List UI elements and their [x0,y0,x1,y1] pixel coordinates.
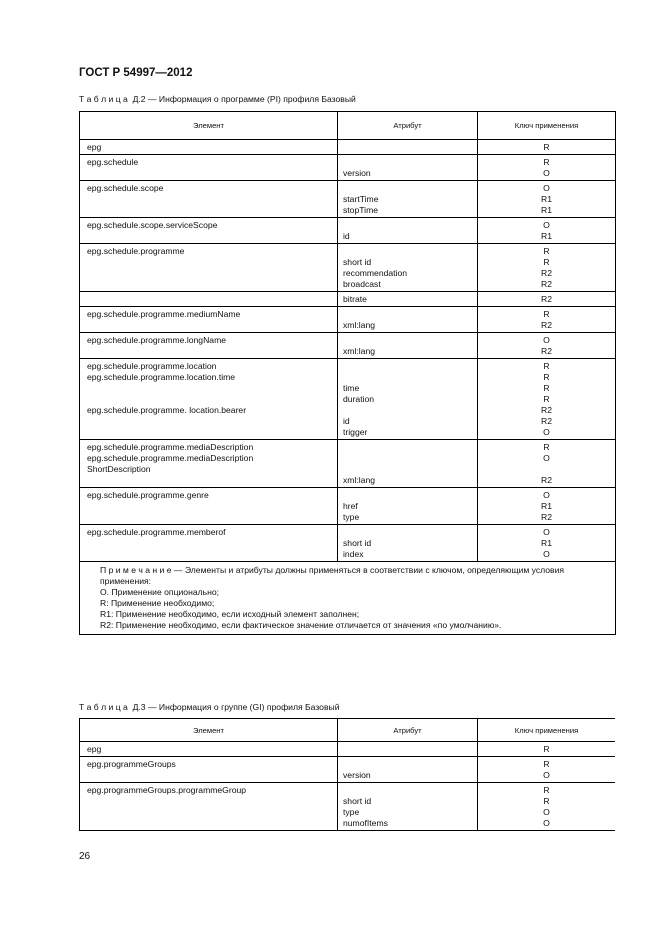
key-cell [478,440,616,488]
element-cell-line [80,427,337,438]
attribute-cell-line [338,785,477,796]
element-cell-line [80,501,337,512]
attribute-cell [338,359,478,440]
element-cell-line: epg.schedule.programme.memberof [87,527,226,537]
attribute-cell [338,307,478,333]
element-cell-line [80,279,337,290]
key-cell [478,333,616,359]
key-cell [478,218,616,244]
attribute-cell [338,488,478,525]
table-row [80,783,616,831]
key-cell [478,244,616,292]
element-cell-line [80,538,337,549]
attribute-cell-line: startTime [343,194,379,204]
key-cell [478,307,616,333]
table-row [80,181,616,218]
key-cell-line: O [543,220,550,230]
note-lead: П р и м е ч а н и е — Элементы и атрибуты должны применяться в соответствии с ключом, определяющим условия применения: [100,565,565,586]
element-cell-line [80,346,337,357]
key-cell-line: R [543,759,550,769]
element-cell [80,140,338,155]
element-cell-line [80,257,337,268]
table-row [80,307,616,333]
group-info-table-clip [79,718,615,837]
attribute-cell-line [338,372,477,383]
element-cell-line [80,796,337,807]
element-cell-line: epg.schedule.programme.location.time [87,372,236,382]
program-info-table [79,111,616,635]
attribute-cell [338,140,478,155]
attribute-cell-line: short id [343,796,372,806]
key-cell-line: R [543,361,550,371]
table-row [80,488,616,525]
key-cell-line: R [543,142,550,152]
attribute-cell [338,757,478,783]
key-cell-line: O [543,770,550,780]
element-cell-line [80,231,337,242]
key-cell-line: R2 [541,405,552,415]
key-cell-line: R [543,246,550,256]
key-cell-line: R1 [541,231,552,241]
element-cell-line: epg.schedule.programme.location [87,361,217,371]
element-cell-line: epg.schedule.programme. location.bearer [87,405,247,415]
note-item: O. Применение опционально; [100,587,220,597]
attribute-cell-line: time [343,383,360,393]
attribute-cell-line [338,405,477,416]
element-cell-line [80,194,337,205]
key-cell-line: O [543,549,550,559]
element-cell-line: epg.schedule.programme.mediaDescription [87,453,254,463]
attribute-cell-line [338,527,477,538]
table-header-row [80,719,616,742]
key-cell-line: O [543,453,550,463]
attribute-cell [338,292,478,307]
attribute-cell-line: xml:lang [343,475,375,485]
element-cell [80,742,338,757]
key-cell-line: R2 [541,268,552,278]
key-cell-line [478,464,615,475]
table-row [80,333,616,359]
attribute-cell-line: short id [343,538,372,548]
attribute-cell-line [338,309,477,320]
element-cell [80,181,338,218]
element-cell-line [80,394,337,405]
element-cell [80,155,338,181]
element-cell-line [80,549,337,560]
element-cell [80,244,338,292]
element-cell-line: epg.schedule.programme.mediumName [87,309,241,319]
attribute-cell-line [338,744,477,755]
note-item: R: Применение необходимо; [100,598,215,608]
element-cell-line [80,383,337,394]
attribute-cell-line: stopTime [343,205,379,215]
element-cell-line: ShortDescription [87,464,151,474]
element-cell [80,440,338,488]
key-cell-line: R2 [541,294,552,304]
element-cell-line [80,807,337,818]
key-cell [478,525,616,562]
attribute-cell-line: recommendation [343,268,408,278]
key-cell [478,140,616,155]
key-cell-line: R2 [541,320,552,330]
key-cell-line: R [543,157,550,167]
element-cell-line [80,416,337,427]
element-cell-line: epg.schedule.scope.serviceScope [87,220,218,230]
attribute-cell [338,181,478,218]
key-cell-line: O [543,335,550,345]
attribute-cell [338,333,478,359]
group-info-table [79,718,615,831]
attribute-cell-line [338,157,477,168]
table-row [80,359,616,440]
attribute-cell-line: type [343,512,360,522]
element-cell [80,488,338,525]
element-cell-line: epg.schedule.programme.longName [87,335,227,345]
note-item: R1: Применение необходимо, если исходный элемент заполнен; [100,609,360,619]
table-caption: Т а б л и ц а Д.3 — Информация о группе (GI) профиля Базовый [79,702,340,712]
attribute-cell [338,440,478,488]
element-cell-line: epg [87,744,102,754]
key-cell [478,292,616,307]
key-cell-line: R [543,257,550,267]
attribute-cell-line [338,246,477,257]
element-cell [80,783,338,831]
key-cell [478,155,616,181]
table-row [80,757,616,783]
key-cell-line: O [543,168,550,178]
key-cell [478,488,616,525]
element-cell [80,333,338,359]
element-cell-line: epg.programmeGroups [87,759,176,769]
document-standard-header: ГОСТ Р 54997—2012 [79,67,193,79]
table-row [80,742,616,757]
key-cell-line: R [543,383,550,393]
key-cell-line: R2 [541,279,552,289]
table-note [80,562,616,635]
key-cell-line: O [543,807,550,817]
attribute-cell-line: trigger [343,427,368,437]
element-cell-line: epg.schedule.programme [87,246,185,256]
attribute-cell-line [338,464,477,475]
element-cell-line: epg.schedule.scope [87,183,164,193]
attribute-cell-line: index [343,549,364,559]
attribute-cell-line: duration [343,394,375,404]
key-cell-line: O [543,427,550,437]
attribute-cell-line: short id [343,257,372,267]
table-row [80,292,616,307]
attribute-cell-line: xml:lang [343,346,375,356]
table-caption: Т а б л и ц а Д.2 — Информация о программе (PI) профиля Базовый [79,94,356,104]
attribute-cell-line: version [343,168,371,178]
key-cell-line: R [543,785,550,795]
element-cell-line [80,770,337,781]
key-cell [478,181,616,218]
element-cell [80,359,338,440]
key-cell-line: R1 [541,194,552,204]
attribute-cell-line: version [343,770,371,780]
element-cell-line: epg.schedule [87,157,139,167]
key-cell-line: O [543,183,550,193]
attribute-cell-line: id [343,231,350,241]
attribute-cell-line: numofItems [343,818,388,828]
element-cell [80,218,338,244]
key-cell-line: R1 [541,205,552,215]
attribute-cell [338,218,478,244]
attribute-cell [338,525,478,562]
element-cell-line [80,512,337,523]
table-header-row [80,112,616,140]
element-cell-line: epg.programmeGroups.programmeGroup [87,785,247,795]
table-row [80,155,616,181]
key-cell-line: R [543,309,550,319]
column-header-element: Элемент [80,112,338,140]
key-cell-line: R2 [541,475,552,485]
column-header-key: Ключ применения [478,112,616,140]
table-row [80,440,616,488]
element-cell-line [80,818,337,829]
attribute-cell-line [338,361,477,372]
attribute-cell-line [338,442,477,453]
key-cell-line: R [543,744,550,754]
column-header-attribute: Атрибут [338,719,478,742]
attribute-cell-line: bitrate [343,294,367,304]
element-cell-line [80,268,337,279]
element-cell [80,292,338,307]
attribute-cell-line: broadcast [343,279,381,289]
key-cell [478,742,616,757]
attribute-cell [338,783,478,831]
element-cell-line: epg [87,142,102,152]
column-header-element: Элемент [80,719,338,742]
element-cell-line [80,320,337,331]
attribute-cell-line [338,142,477,153]
element-cell-line [80,168,337,179]
table-row [80,244,616,292]
table-body [80,140,616,562]
table-body [80,742,616,831]
key-cell-line: R2 [541,416,552,426]
key-cell-line: R1 [541,538,552,548]
attribute-cell-line [338,490,477,501]
attribute-cell-line [338,220,477,231]
key-cell-line: R [543,796,550,806]
key-cell-line: R1 [541,501,552,511]
attribute-cell-line: id [343,416,350,426]
key-cell-line: O [543,490,550,500]
attribute-cell [338,244,478,292]
element-cell-line [80,475,337,486]
note-row [80,562,616,635]
element-cell-line: epg.schedule.programme.mediaDescription [87,442,254,452]
key-cell-line: R2 [541,346,552,356]
element-cell-line [80,294,337,305]
attribute-cell-line [338,453,477,464]
note-item: R2: Применение необходимо, если фактическое значение отличается от значения «по умолчанию». [100,620,502,630]
attribute-cell-line: type [343,807,360,817]
attribute-cell-line [338,183,477,194]
attribute-cell [338,155,478,181]
element-cell-line [80,205,337,216]
table-row [80,218,616,244]
attribute-cell-line: href [343,501,358,511]
element-cell [80,757,338,783]
element-cell-line: epg.schedule.programme.genre [87,490,209,500]
attribute-cell-line: xml:lang [343,320,375,330]
attribute-cell [338,742,478,757]
attribute-cell-line [338,335,477,346]
attribute-cell-line [338,759,477,770]
key-cell-line: R [543,372,550,382]
key-cell-line: R [543,394,550,404]
column-header-attribute: Атрибут [338,112,478,140]
key-cell-line: O [543,527,550,537]
element-cell [80,307,338,333]
key-cell [478,359,616,440]
table-row [80,140,616,155]
key-cell-line: R2 [541,512,552,522]
page-number: 26 [79,851,91,862]
column-header-key: Ключ применения [478,719,616,742]
table-row [80,525,616,562]
element-cell [80,525,338,562]
key-cell-line: O [543,818,550,828]
key-cell [478,757,616,783]
key-cell-line: R [543,442,550,452]
key-cell [478,783,616,831]
